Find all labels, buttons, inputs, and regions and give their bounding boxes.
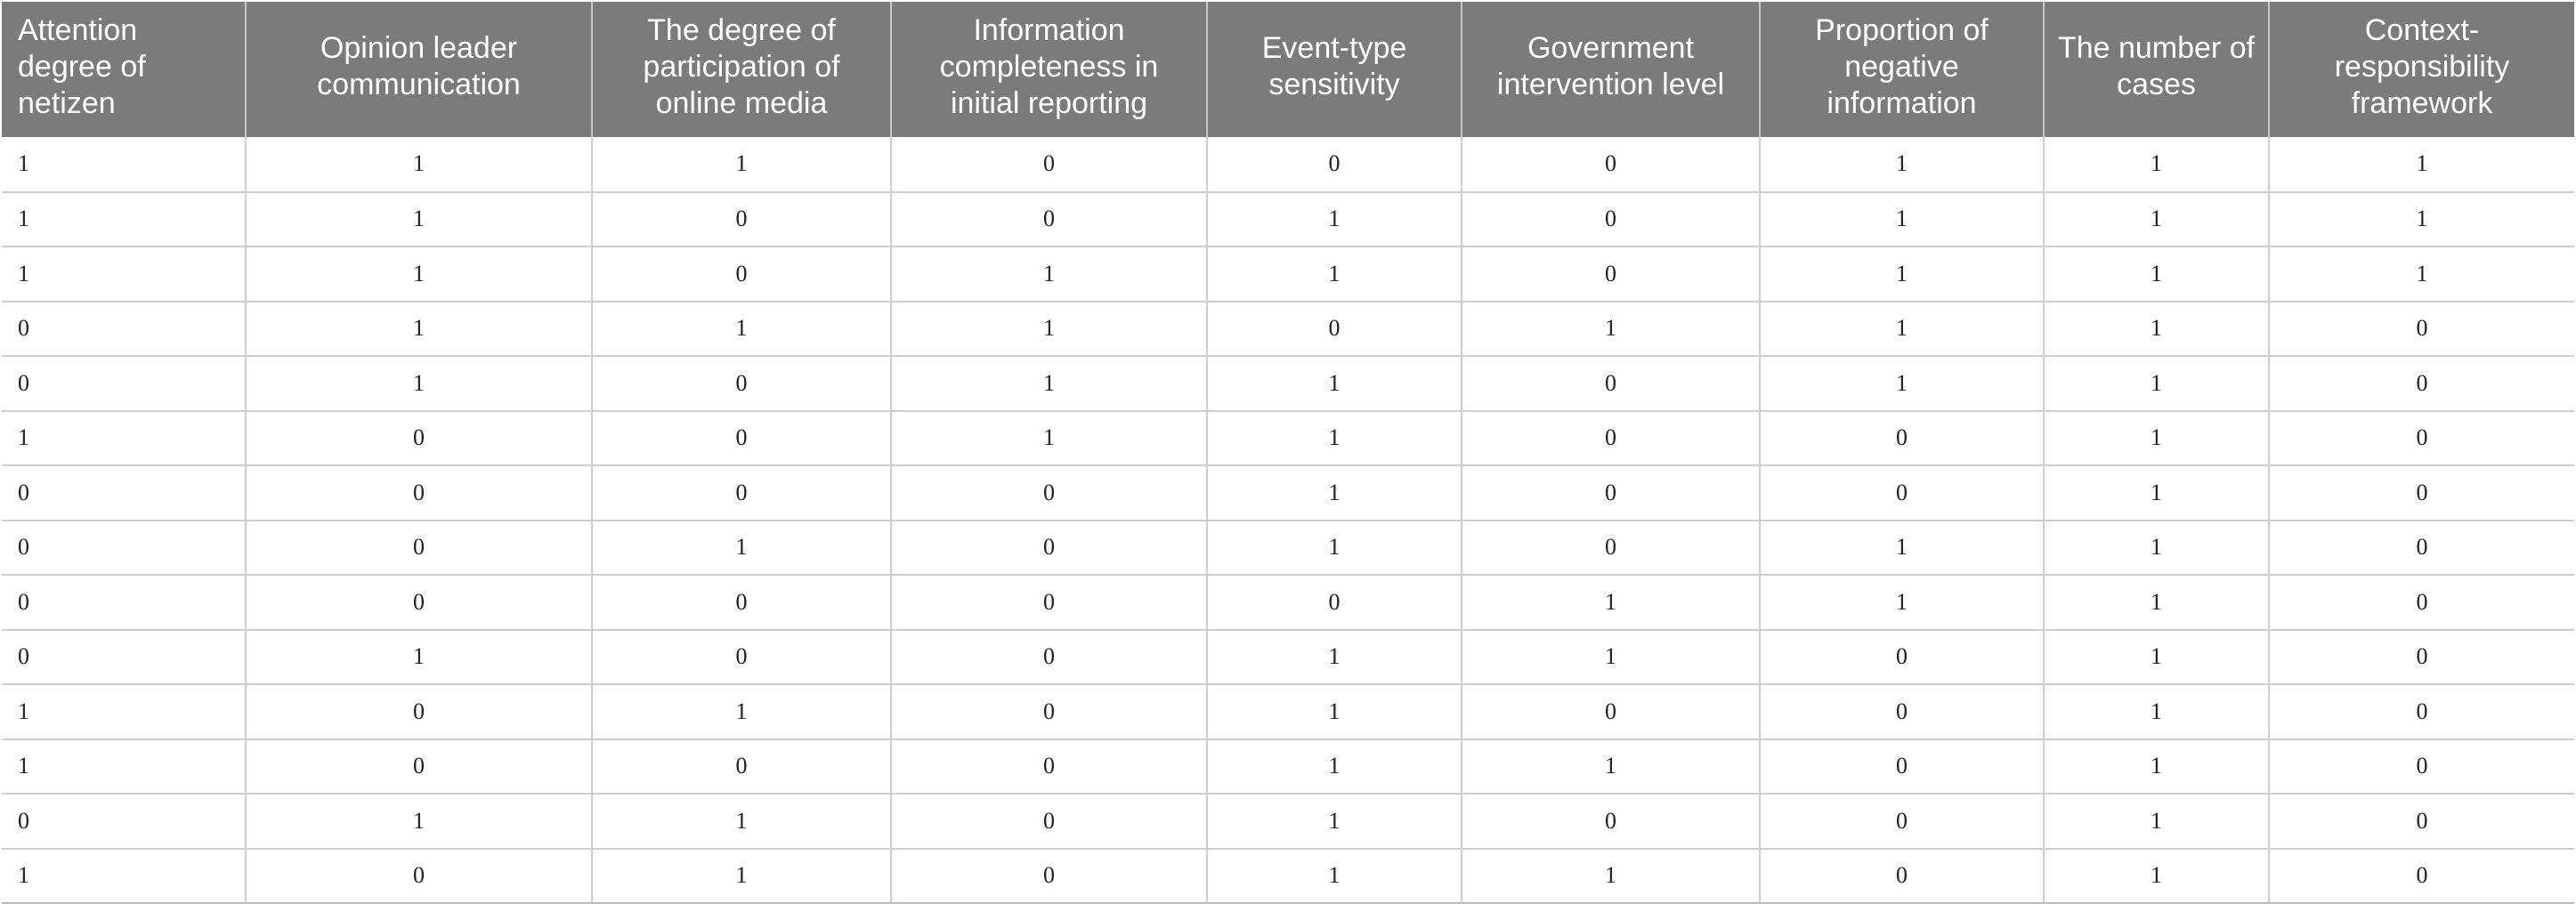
table-cell: 1 [1760,137,2044,192]
table-cell: 1 [891,246,1207,302]
table-cell: 1 [2,137,246,192]
table-cell: 0 [1462,794,1760,849]
table-cell: 0 [2269,575,2574,630]
table-cell: 1 [2044,465,2269,521]
table-cell: 0 [2,630,246,685]
table-row [2,302,2574,357]
table-cell: 0 [2269,849,2574,904]
table-cell: 1 [1207,739,1462,795]
table-cell: 1 [246,794,592,849]
table-cell: 1 [2044,246,2269,302]
table-cell: 0 [592,411,891,466]
table-cell: 0 [1462,137,1760,192]
table-cell: 1 [2,849,246,904]
table-cell: 0 [246,521,592,576]
column-header-number-of-cases: The number of cases [2044,2,2269,137]
table-cell: 0 [1760,794,2044,849]
table-cell: 1 [1207,192,1462,247]
table-cell: 0 [1760,739,2044,795]
table-cell: 1 [1207,684,1462,739]
table-cell: 0 [891,575,1207,630]
table-cell: 0 [2,575,246,630]
data-table-container [2,2,2574,904]
table-cell: 1 [1760,302,2044,357]
table-cell: 1 [1760,356,2044,411]
table-cell: 1 [246,630,592,685]
table-cell: 1 [2269,246,2574,302]
table-cell: 0 [1462,411,1760,466]
table-row [2,739,2574,795]
table-cell: 1 [1462,575,1760,630]
table-header [2,2,2574,137]
table-row [2,192,2574,247]
table-cell: 1 [2269,192,2574,247]
table-cell: 0 [891,739,1207,795]
table-cell: 0 [246,849,592,904]
table-cell: 1 [246,302,592,357]
table-cell: 1 [246,356,592,411]
table-cell: 1 [2044,684,2269,739]
table-cell: 0 [2,465,246,521]
table-cell: 0 [1462,684,1760,739]
table-cell: 1 [2044,630,2269,685]
table-cell: 1 [2044,575,2269,630]
table-cell: 0 [1462,356,1760,411]
table-cell: 1 [246,192,592,247]
table-cell: 1 [592,521,891,576]
table-row [2,137,2574,192]
table-cell: 0 [1462,521,1760,576]
table-cell: 1 [2044,192,2269,247]
table-cell: 1 [2044,411,2269,466]
table-cell: 1 [246,246,592,302]
table-cell: 1 [592,137,891,192]
table-cell: 1 [1760,246,2044,302]
table-cell: 0 [2269,630,2574,685]
table-cell: 1 [592,794,891,849]
table-row [2,246,2574,302]
table-cell: 1 [1760,192,2044,247]
table-cell: 1 [1462,302,1760,357]
table-cell: 1 [1207,794,1462,849]
column-header-government-intervention: Government intervention level [1462,2,1760,137]
table-cell: 0 [891,192,1207,247]
table-cell: 0 [2269,356,2574,411]
table-cell: 0 [891,630,1207,685]
table-cell: 1 [2,684,246,739]
table-cell: 0 [592,739,891,795]
table-cell: 1 [246,137,592,192]
table-cell: 1 [2044,302,2269,357]
table-cell: 0 [891,794,1207,849]
table-cell: 1 [1207,521,1462,576]
table-cell: 0 [2,302,246,357]
table-cell: 0 [2269,411,2574,466]
table-cell: 1 [1207,465,1462,521]
table-cell: 1 [592,302,891,357]
table-cell: 1 [1207,630,1462,685]
column-header-information-completeness: Information completeness in initial reporting [891,2,1207,137]
table-cell: 1 [2,411,246,466]
table-cell: 0 [891,521,1207,576]
table-cell: 0 [592,630,891,685]
table-cell: 0 [592,575,891,630]
table-cell: 0 [891,465,1207,521]
table-cell: 0 [592,465,891,521]
table-row [2,794,2574,849]
table-cell: 0 [2269,465,2574,521]
table-cell: 1 [2044,739,2269,795]
table-cell: 0 [1760,849,2044,904]
table-cell: 1 [2044,521,2269,576]
table-cell: 1 [2044,849,2269,904]
table-row [2,411,2574,466]
table-row [2,684,2574,739]
table-cell: 1 [1462,849,1760,904]
table-cell: 1 [2044,356,2269,411]
table-cell: 1 [891,411,1207,466]
table-cell: 0 [1462,192,1760,247]
table-cell: 0 [2,521,246,576]
table-cell: 0 [1760,684,2044,739]
table-cell: 0 [2,356,246,411]
data-table [2,2,2574,904]
table-cell: 1 [2269,137,2574,192]
table-cell: 0 [2,794,246,849]
table-row [2,849,2574,904]
table-cell: 1 [1207,411,1462,466]
table-cell: 0 [246,465,592,521]
table-cell: 0 [1207,575,1462,630]
table-cell: 0 [246,739,592,795]
table-cell: 1 [1462,630,1760,685]
table-cell: 0 [1760,465,2044,521]
table-cell: 0 [891,137,1207,192]
table-cell: 1 [2044,794,2269,849]
table-cell: 0 [1760,411,2044,466]
table-cell: 1 [1207,356,1462,411]
table-cell: 1 [592,684,891,739]
table-cell: 1 [1760,521,2044,576]
table-cell: 1 [1207,246,1462,302]
table-cell: 0 [2269,794,2574,849]
column-header-negative-information: Proportion of negative information [1760,2,2044,137]
table-cell: 1 [592,849,891,904]
table-cell: 0 [592,192,891,247]
column-header-context-responsibility: Context-responsibility framework [2269,2,2574,137]
table-cell: 1 [1760,575,2044,630]
table-cell: 1 [2,739,246,795]
table-cell: 0 [2269,684,2574,739]
column-header-online-media: The degree of participation of online media [592,2,891,137]
table-cell: 0 [246,684,592,739]
table-cell: 0 [592,246,891,302]
table-row [2,521,2574,576]
table-cell: 1 [2044,137,2269,192]
table-cell: 0 [1462,465,1760,521]
table-row [2,630,2574,685]
table-body [2,137,2574,903]
table-row [2,356,2574,411]
table-cell: 1 [1207,849,1462,904]
table-cell: 0 [1760,630,2044,685]
table-cell: 0 [592,356,891,411]
column-header-attention-degree: Attention degree of netizen [2,2,246,137]
table-cell: 1 [2,192,246,247]
table-cell: 1 [1462,739,1760,795]
table-cell: 0 [246,575,592,630]
table-cell: 0 [2269,521,2574,576]
table-cell: 0 [2269,739,2574,795]
table-cell: 0 [1207,302,1462,357]
table-row [2,575,2574,630]
column-header-event-type-sensitivity: Event-type sensitivity [1207,2,1462,137]
table-cell: 1 [2,246,246,302]
table-cell: 0 [246,411,592,466]
table-cell: 0 [891,684,1207,739]
table-cell: 1 [891,356,1207,411]
column-header-opinion-leader: Opinion leader communication [246,2,592,137]
table-cell: 0 [1207,137,1462,192]
table-cell: 0 [891,849,1207,904]
table-cell: 0 [1462,246,1760,302]
table-row [2,465,2574,521]
table-cell: 0 [2269,302,2574,357]
table-cell: 1 [891,302,1207,357]
header-row [2,2,2574,137]
